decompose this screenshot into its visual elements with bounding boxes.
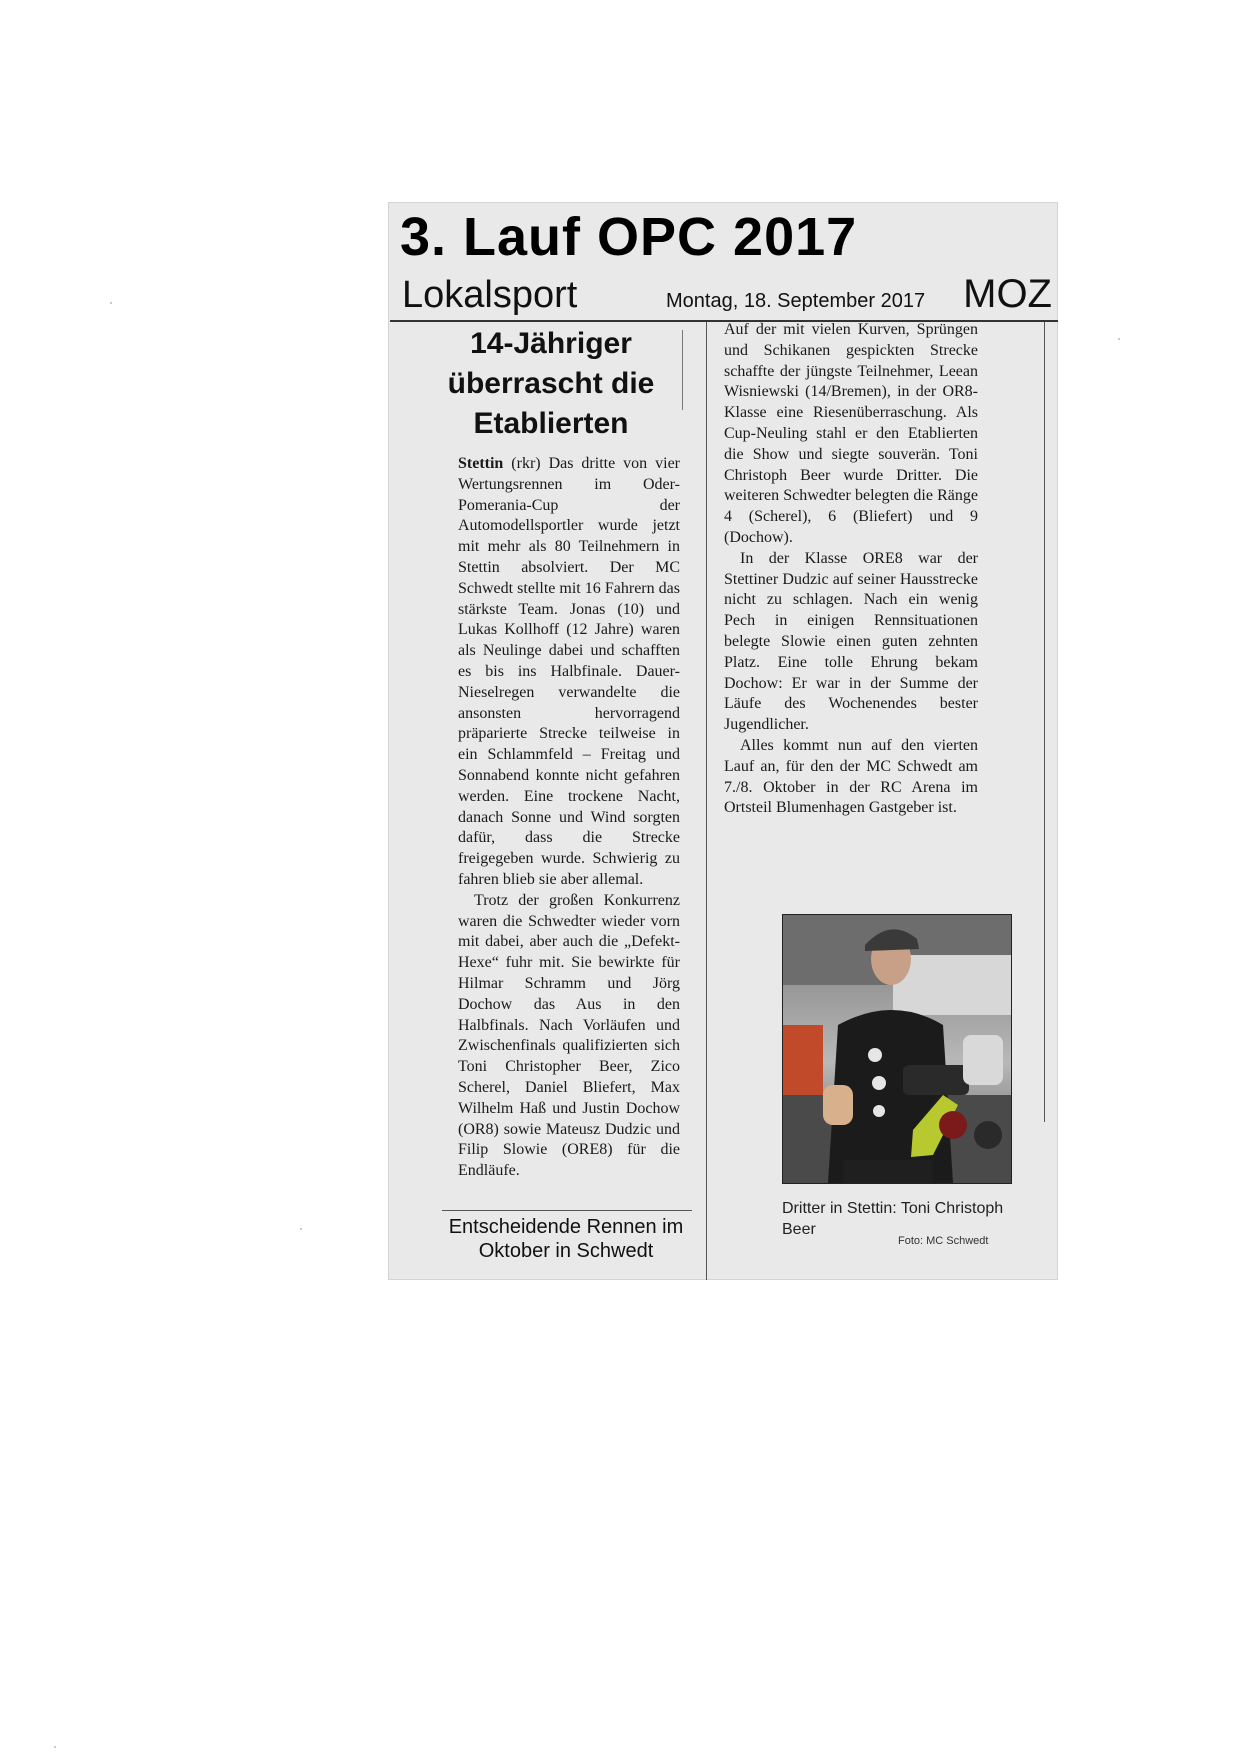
paragraph: Trotz der großen Konkurrenz waren die Schwedter wieder vorn mit dabei, aber auch die „Defekt-Hexe“ fuhr mit. Sie bewirkte für Hilmar Schramm und Jörg Dochow das Aus in den Halbfinals. Nach Vorläufen und Zwischenfinals qualifizierten sich Toni Christopher Beer, Zico Scherel, Daniel Bliefert, Max Wilhelm Haß und Justin Dochow (OR8) sowie Mateusz Dudzic und Filip Slowie (ORE8) für die Endläufe. <box>458 891 680 1180</box>
paragraph: Auf der mit vielen Kurven, Sprüngen und Schikanen gespickten Strecke schaffte der jüngste Teilnehmer, Leean Wisniewski (14/Bremen), in der OR8-Klasse eine Riesenüberraschung. Als Cup-Neuling stahl er den Etablierten die Show und siegte souverän. Toni Christoph Beer wurde Dritter. Die weiteren Schwedter belegten die Ränge 4 (Scherel), 6 (Bliefert) und 9 (Dochow). <box>724 321 978 546</box>
paragraph <box>458 454 680 891</box>
dateline-place: Stettin <box>458 455 504 472</box>
newspaper-brand: MOZ <box>963 272 1052 316</box>
right-border <box>1044 322 1045 1122</box>
paragraph-text: (rkr) Das dritte von vier Wertungsrennen im Oder-Pomerania-Cup der Automodellsportler wurde jetzt mit mehr als 80 Teilnehmern in Stettin absolviert. Der MC Schwedt stellte mit 16 Fahrern das stärkste Team. Jonas (10) und Lukas Kollhoff (12 Jahre) waren als Neulinge dabei und schafften es bis ins Halbfinale. Dauer-Nieselregen verwandelte die ansonsten hervorragend präparierte Strecke teilweise in ein Schlammfeld – Freitag und Sonnabend konnte nicht gefahren werden. Eine trockene Nacht, danach Sonne und Wind sorgten dafür, dass die Strecke freigegeben wurde. Schwierig zu fahren blieb sie aber allemal. <box>458 455 680 888</box>
race-photo <box>782 914 1012 1184</box>
side-rule <box>682 330 683 410</box>
subhead-rule <box>442 1210 692 1211</box>
scan-speck <box>110 302 112 304</box>
subheading: Entscheidende Rennen im Oktober in Schwedt <box>448 1216 684 1262</box>
scan-speck <box>1118 338 1120 340</box>
paragraph: Alles kommt nun auf den vierten Lauf an, für den der MC Schwedt am 7./8. Oktober in der RC Arena im Ortsteil Blumenhagen Gastgeber ist. <box>724 736 978 817</box>
headline: 3. Lauf OPC 2017 <box>400 207 858 267</box>
article-column-1 <box>458 454 680 1182</box>
photo-image <box>783 915 1011 1183</box>
article-title: 14-Jähriger überrascht die Etablierten <box>447 327 655 440</box>
scan-speck <box>300 1228 302 1230</box>
paragraph: In der Klasse ORE8 war der Stettiner Dudzic auf seiner Hausstrecke nicht zu schlagen. Nach ein wenig Pech in einigen Rennsituationen belegte Slowie einen guten zehnten Platz. Eine tolle Ehrung bekam Dochow: Er war in der Summe der Läufe des Wochenendes bester Jugendlicher. <box>724 549 978 734</box>
publication-date: Montag, 18. September 2017 <box>666 290 926 312</box>
photo-caption: Dritter in Stettin: Toni Christoph Beer <box>782 1200 1004 1238</box>
newspaper-clipping <box>388 202 1058 1280</box>
scan-speck <box>54 1746 56 1748</box>
section-label: Lokalsport <box>402 274 578 316</box>
article-column-2 <box>724 320 978 819</box>
photo-credit: Foto: MC Schwedt <box>898 1235 989 1247</box>
column-divider <box>706 322 707 1280</box>
